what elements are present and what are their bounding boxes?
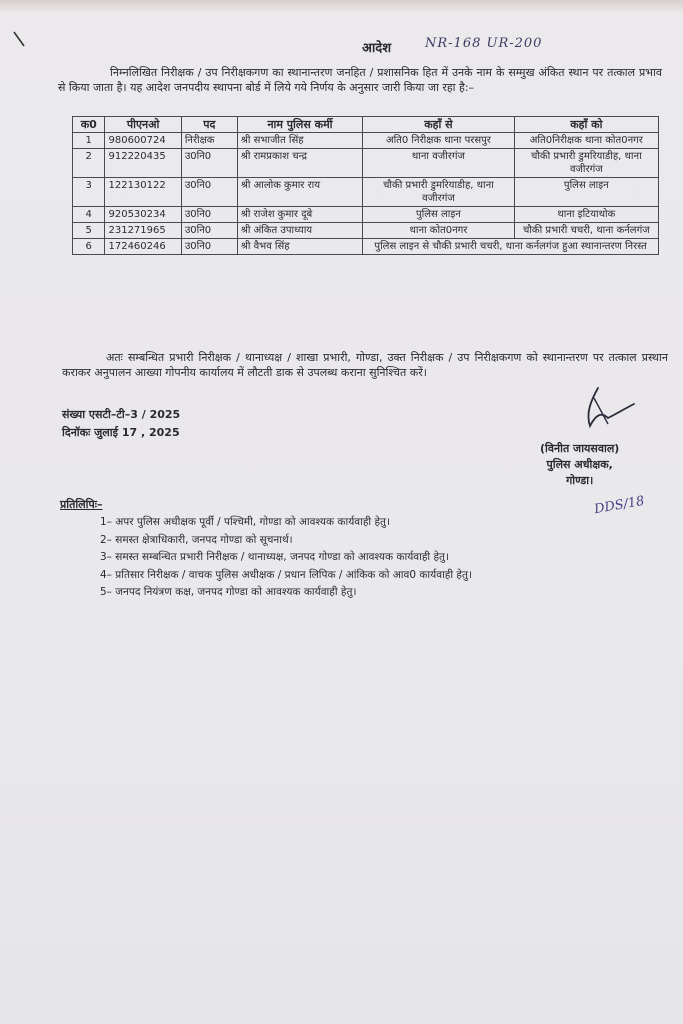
order-header: [0, 38, 683, 60]
cell-name: श्री सभाजीत सिंह: [237, 133, 362, 149]
cell-pno: 912220435: [105, 149, 181, 178]
cell-sno: 2: [73, 149, 105, 178]
cell-to: चौकी प्रभारी डुमरियाडीह, थाना वजीरगंज: [514, 149, 658, 178]
intro-paragraph: निम्नलिखित निरीक्षक / उप निरीक्षकगण का स्थानान्तरण जनहित / प्रशासनिक हित में उनके नाम के सम्मुख अंकित स्थान पर तत्काल प्रभाव से किया जाता है। यह आदेश जनपदीय स्थापना बोर्ड में लिये गये निर्णय के अनुसार जारी किया जा रहा है:–: [58, 66, 662, 94]
cell-post: उ0नि0: [181, 207, 237, 223]
copy-heading: प्रतिलिपिः–: [60, 498, 103, 511]
cell-post: निरीक्षक: [181, 133, 237, 149]
cell-post: उ0नि0: [181, 239, 237, 255]
cell-name: श्री वैभव सिंह: [237, 239, 362, 255]
cell-to: चौकी प्रभारी चचरी, थाना कर्नलगंज: [514, 223, 658, 239]
table-row: [73, 178, 659, 207]
page-top-edge: [0, 0, 683, 12]
col-to: कहाँ को: [514, 117, 658, 133]
directive-paragraph: अतः सम्बन्धित प्रभारी निरीक्षक / थानाध्यक्ष / शाखा प्रभारी, गोण्डा, उक्त निरीक्षक / उप निरीक्षकगण को स्थानान्तरण पर तत्काल प्रस्थान कराकर अनुपालन आख्या गोपनीय कार्यालय में लौटती डाक से उपलब्ध कराना सुनिश्चित करें।: [62, 351, 668, 379]
handwritten-reference: NR-168 UR-200: [425, 36, 543, 51]
cell-cancellation-note: पुलिस लाइन से चौकी प्रभारी चचरी, थाना कर्नलगंज हुआ स्थानान्तरण निरस्त: [363, 239, 659, 255]
order-date: दिनॉकः जुलाई 17 , 2025: [62, 426, 180, 439]
order-number: संख्या एसटी–टी–3 / 2025: [62, 408, 181, 421]
cell-from: थाना वजीरगंज: [363, 149, 514, 178]
copy-item: 4– प्रतिसार निरीक्षक / वाचक पुलिस अधीक्षक / प्रधान लिपिक / आंकिक को आव0 कार्यवाही हेतु।: [100, 568, 472, 581]
order-title: आदेश: [362, 41, 392, 56]
cell-pno: 172460246: [105, 239, 181, 255]
cell-name: श्री अंकित उपाध्याय: [237, 223, 362, 239]
table-header-row: [73, 117, 659, 133]
copy-item: 1– अपर पुलिस अधीक्षक पूर्वी / पश्चिमी, गोण्डा को आवश्यक कार्यवाही हेतु।: [100, 516, 391, 528]
col-from: कहाँ से: [363, 117, 514, 133]
signatory-place: गोण्डा।: [566, 474, 594, 487]
copy-item: 2– समस्त क्षेत्राधिकारी, जनपद गोण्डा को सूचनार्थ।: [100, 533, 293, 546]
signatory-block: [540, 441, 619, 489]
cell-name: श्री आलोक कुमार राय: [237, 178, 362, 207]
copy-list: [100, 514, 472, 602]
table-row: [73, 149, 659, 178]
col-name: नाम पुलिस कर्मी: [237, 117, 362, 133]
signatory-name: (विनीत जायसवाल): [540, 442, 620, 455]
cell-post: उ0नि0: [181, 149, 237, 178]
col-sno: क0: [73, 117, 105, 133]
col-post: पद: [181, 117, 237, 133]
copy-item: 3– समस्त सम्बन्धित प्रभारी निरीक्षक / थानाध्यक्ष, जनपद गोण्डा को आवश्यक कार्यवाही हेतु।: [100, 551, 450, 563]
cell-post: उ0नि0: [181, 223, 237, 239]
table-row: [73, 207, 659, 223]
cell-sno: 1: [73, 133, 105, 149]
cell-pno: 122130122: [105, 178, 181, 207]
handwritten-note: DDS/18: [593, 493, 646, 518]
cell-sno: 3: [73, 178, 105, 207]
table-row: [73, 133, 659, 149]
copy-item: 5– जनपद नियंत्रण कक्ष, जनपद गोण्डा को आवश्यक कार्यवाही हेतु।: [100, 586, 357, 598]
cell-from: पुलिस लाइन: [363, 207, 514, 223]
cell-name: श्री राजेश कुमार दूबे: [237, 207, 362, 223]
signature: [568, 384, 638, 436]
cell-sno: 4: [73, 207, 105, 223]
cell-sno: 5: [73, 223, 105, 239]
transfer-table: [72, 116, 659, 255]
cell-from: चौकी प्रभारी डुमरियाडीह, थाना वजीरगंज: [363, 178, 514, 207]
table-row: [73, 239, 659, 255]
cell-to: अति0निरीक्षक थाना कोत0नगर: [514, 133, 658, 149]
table-row: [73, 223, 659, 239]
cell-to: थाना इटियाथोक: [514, 207, 658, 223]
cell-pno: 920530234: [105, 207, 181, 223]
cell-name: श्री रामप्रकाश चन्द्र: [237, 149, 362, 178]
cell-pno: 231271965: [105, 223, 181, 239]
cell-sno: 6: [73, 239, 105, 255]
cell-pno: 980600724: [105, 133, 181, 149]
signatory-designation: पुलिस अधीक्षक,: [546, 458, 613, 471]
cell-post: उ0नि0: [181, 178, 237, 207]
cell-from: थाना कोत0नगर: [363, 223, 514, 239]
col-pno: पीएनओ: [105, 117, 181, 133]
cell-from: अति0 निरीक्षक थाना परसपुर: [363, 133, 514, 149]
cell-to: पुलिस लाइन: [514, 178, 658, 207]
